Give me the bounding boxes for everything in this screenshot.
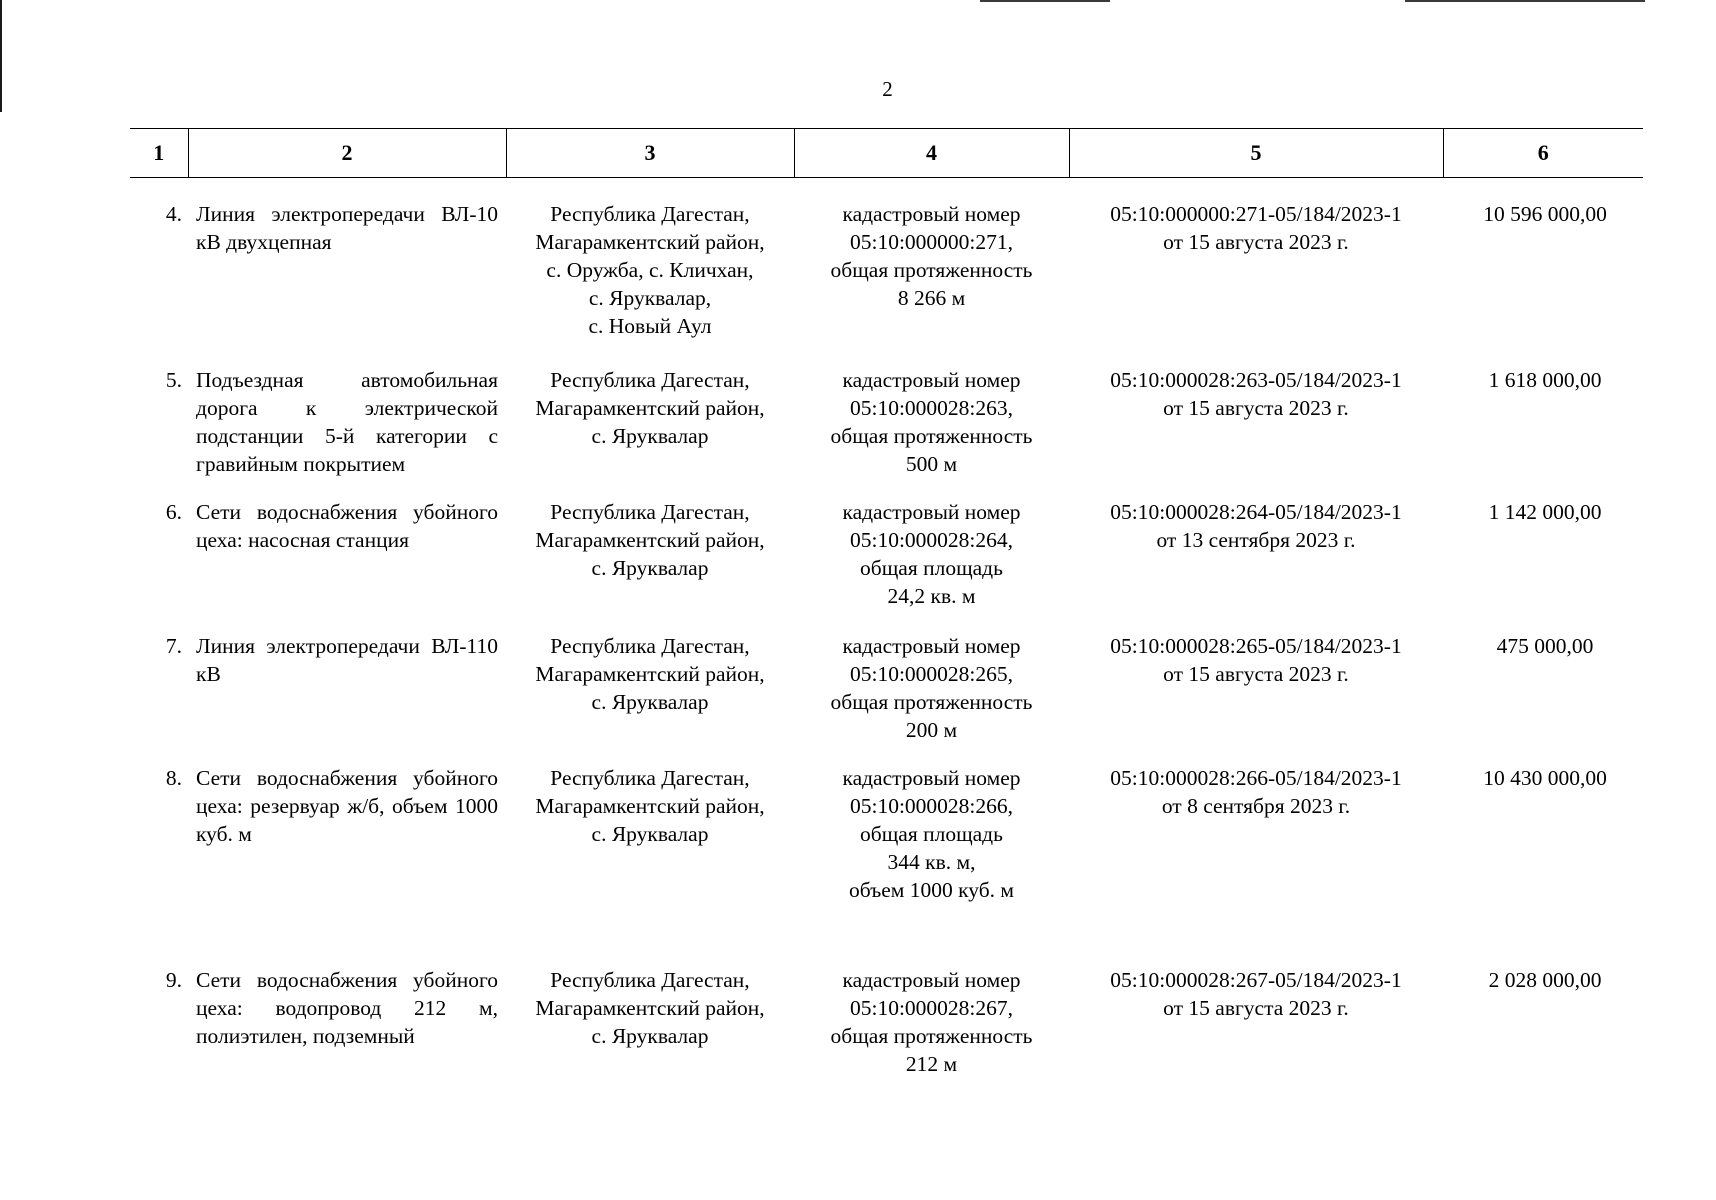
cell-line: Республика Дагестан, [550,368,750,392]
object-location [506,478,794,610]
registration-record [1069,478,1443,610]
cell-line: кадастровый номер [842,766,1021,790]
cell-line: объем 1000 куб. м [848,878,1015,902]
object-name: Сети водоснабжения убойного цеха: водопровод 212 м, полиэтилен, подземный [196,968,498,1048]
row-number: 6. [165,500,182,524]
registration-record [1069,610,1443,744]
object-location [506,610,794,744]
object-name: Сети водоснабжения убойного цеха: резервуар ж/б, объем 1000 куб. м [196,766,498,846]
cell-line: общая протяженность [830,424,1033,448]
cell-line: Магарамкентский район, [535,662,765,686]
cell-line: 200 м [905,718,958,742]
scan-edge-top [1405,0,1645,2]
cell-line: Республика Дагестан, [550,202,750,226]
object-name: Подъездная автомобильная дорога к электрической подстанции 5-й категории с гравийным покрытием [196,368,498,476]
cell-line: 8 266 м [897,286,966,310]
cell-line: от 15 августа 2023 г. [1163,996,1349,1020]
cell-line: 05:10:000028:264, [849,528,1014,552]
column-header: 4 [794,129,1069,178]
cell-line: 05:10:000028:267-05/184/2023-1 [1110,968,1402,992]
cell-line: от 15 августа 2023 г. [1163,662,1349,686]
row-number: 9. [165,968,182,992]
cell-line: 05:10:000000:271, [849,230,1014,254]
registration-record [1069,178,1443,341]
cell-line: от 8 сентября 2023 г. [1161,794,1351,818]
object-location [506,916,794,1078]
table-row [130,610,1643,744]
cell-line: с. Яруквалар [591,1024,709,1048]
object-name: Линия электропередачи ВЛ-10 кВ двухцепная [196,202,498,254]
cell-line: 05:10:000028:266-05/184/2023-1 [1110,766,1402,790]
column-header: 3 [506,129,794,178]
cell-line: 24,2 кв. м [887,584,976,608]
cell-line: Магарамкентский район, [535,996,765,1020]
cell-line: от 13 сентября 2023 г. [1156,528,1356,552]
object-name: Линия электропередачи ВЛ-110 кВ [196,634,498,686]
cell-line: 05:10:000028:264-05/184/2023-1 [1110,500,1402,524]
table-header [130,129,1643,178]
cost-amount: 10 430 000,00 [1483,766,1607,790]
cell-line: с. Яруквалар, [588,286,712,310]
property-table-wrapper [130,128,1643,1078]
header-row [130,129,1643,178]
cell-line: 05:10:000028:265, [849,662,1014,686]
object-details [794,610,1069,744]
cell-line: 05:10:000028:265-05/184/2023-1 [1110,634,1402,658]
cell-line: 05:10:000028:263-05/184/2023-1 [1110,368,1402,392]
cell-line: общая площадь [860,556,1003,580]
cell-line: Магарамкентский район, [535,396,765,420]
column-header: 2 [188,129,506,178]
cell-line: с. Новый Аул [588,314,712,338]
object-details [794,340,1069,478]
cell-line: Республика Дагестан, [550,766,750,790]
cell-line: от 15 августа 2023 г. [1163,396,1349,420]
registration-record [1069,916,1443,1078]
cost-amount: 1 142 000,00 [1488,500,1602,524]
table-row [130,178,1643,341]
object-name: Сети водоснабжения убойного цеха: насосная станция [196,500,498,552]
row-number: 7. [165,634,182,658]
table-body [130,178,1643,1079]
cost-amount: 1 618 000,00 [1488,368,1602,392]
cell-line: Магарамкентский район, [535,528,765,552]
cell-line: с. Яруквалар [591,690,709,714]
table-row [130,478,1643,610]
cell-line: кадастровый номер [842,968,1021,992]
cell-line: Республика Дагестан, [550,968,750,992]
table-row [130,744,1643,916]
cell-line: Республика Дагестан, [550,634,750,658]
column-header: 5 [1069,129,1443,178]
cell-line: кадастровый номер [842,634,1021,658]
cell-line: 500 м [905,452,958,476]
cell-line: кадастровый номер [842,368,1021,392]
cell-line: 05:10:000000:271-05/184/2023-1 [1110,202,1402,226]
cell-line: 05:10:000028:263, [849,396,1014,420]
cost-amount: 475 000,00 [1496,634,1594,658]
page-number: 2 [882,77,893,101]
cell-line: общая протяженность [830,690,1033,714]
cell-line: 212 м [905,1052,958,1076]
cell-line: Республика Дагестан, [550,500,750,524]
registration-record [1069,744,1443,916]
cell-line: с. Яруквалар [591,822,709,846]
column-header: 1 [130,129,188,178]
cell-line: общая протяженность [830,1024,1033,1048]
property-table [130,128,1643,1078]
table-row [130,916,1643,1078]
cell-line: кадастровый номер [842,500,1021,524]
cell-line: 344 кв. м, [887,850,976,874]
cell-line: Магарамкентский район, [535,230,765,254]
cell-line: Магарамкентский район, [535,794,765,818]
cell-line: 05:10:000028:267, [849,996,1014,1020]
object-location [506,744,794,916]
cost-amount: 10 596 000,00 [1483,202,1607,226]
object-location [506,340,794,478]
registration-record [1069,340,1443,478]
object-details [794,916,1069,1078]
cell-line: кадастровый номер [842,202,1021,226]
cell-line: с. Яруквалар [591,424,709,448]
column-header: 6 [1443,129,1643,178]
object-details [794,178,1069,341]
object-details [794,744,1069,916]
cell-line: общая протяженность [830,258,1033,282]
row-number: 4. [165,202,182,226]
row-number: 8. [165,766,182,790]
cell-line: от 15 августа 2023 г. [1163,230,1349,254]
object-details [794,478,1069,610]
cost-amount: 2 028 000,00 [1488,968,1602,992]
object-location [506,178,794,341]
cell-line: 05:10:000028:266, [849,794,1014,818]
cell-line: общая площадь [860,822,1003,846]
row-number: 5. [165,368,182,392]
table-row [130,340,1643,478]
scan-edge-top [980,0,1110,2]
cell-line: с. Яруквалар [591,556,709,580]
cell-line: с. Оружба, с. Кличхан, [546,258,754,282]
